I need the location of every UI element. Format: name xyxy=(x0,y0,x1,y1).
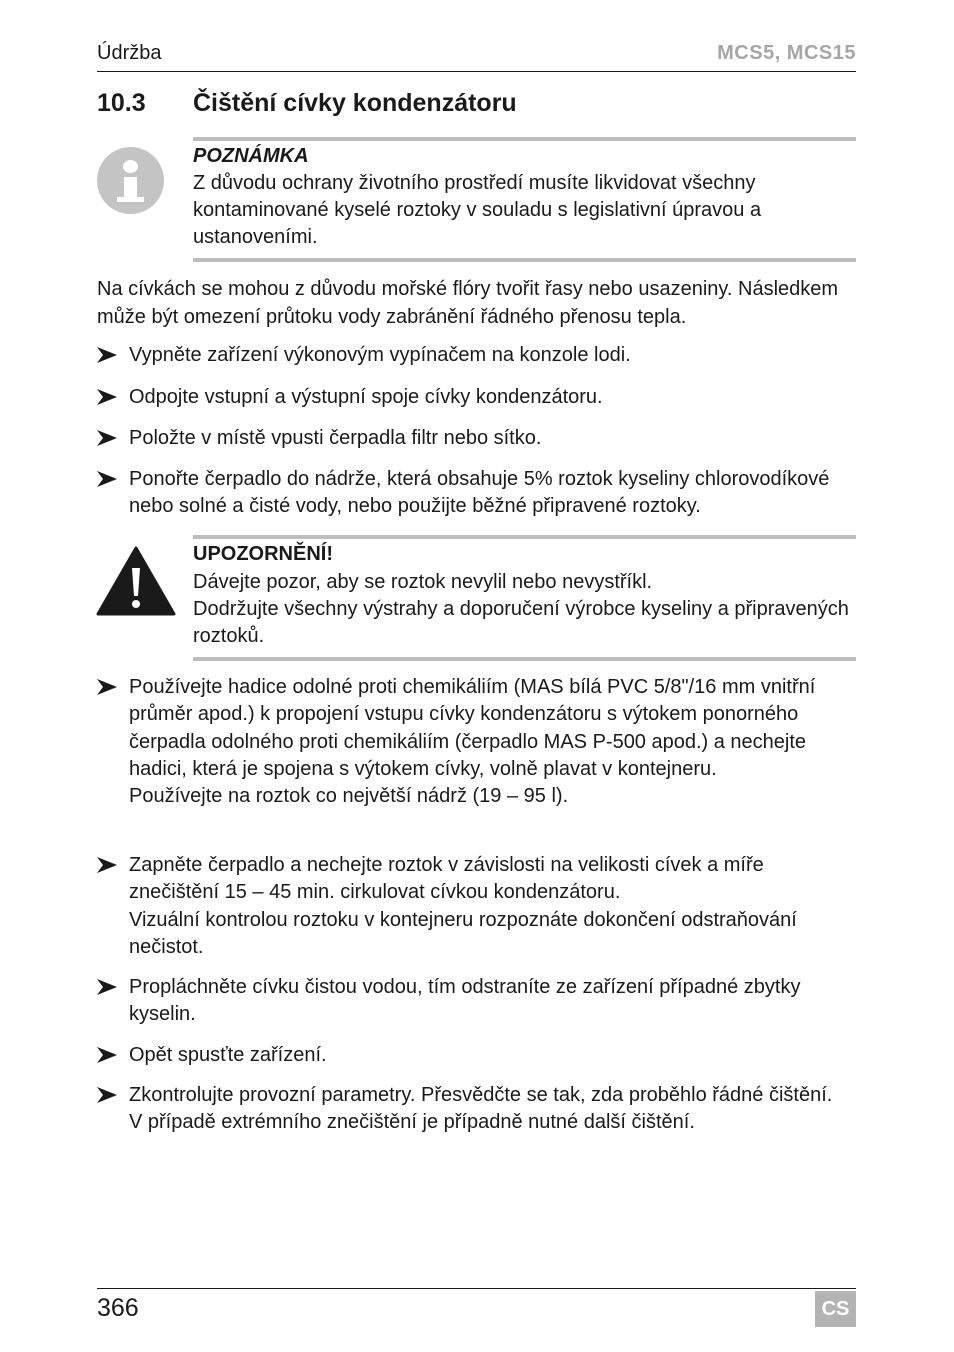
arrow-bullet-icon xyxy=(97,1045,117,1067)
arrow-bullet-icon xyxy=(97,1085,117,1107)
step-text: Opět spusťte zařízení. xyxy=(129,1044,327,1066)
arrow-bullet-icon xyxy=(97,469,117,491)
list-item xyxy=(97,342,857,369)
note-text: Z důvodu ochrany životního prostředí musíte likvidovat všechny kontaminované kyselé roztoky v souladu s legislativní úpravou a ustanoveními. xyxy=(193,172,762,248)
step-note: Používejte na roztok co největší nádrž (19 – 95 l). xyxy=(129,785,569,808)
list-item xyxy=(97,674,857,810)
list-item xyxy=(97,1042,857,1069)
step-text: Propláchněte cívku čistou vodou, tím odstraníte ze zařízení případné zbytky kyselin. xyxy=(129,976,801,1026)
header-model-label: MCS5, MCS15 xyxy=(717,42,856,64)
note-bottom-rule xyxy=(193,258,856,262)
note-title: POZNÁMKA xyxy=(193,145,309,167)
warning-title: UPOZORNĚNÍ! xyxy=(193,543,333,565)
warning-line-2: Dodržujte všechny výstrahy a doporučení výrobce kyseliny a připravených roztoků. xyxy=(193,598,849,647)
step-text: Ponořte čerpadlo do nádrže, která obsahuje 5% roztok kyseliny chlorovodíkové nebo solné a čisté vody, nebo použijte běžné připravené roztoky. xyxy=(129,468,830,518)
list-item xyxy=(97,466,857,521)
section-heading: Čištění cívky kondenzátoru xyxy=(193,89,517,117)
info-icon xyxy=(97,147,164,214)
arrow-bullet-icon xyxy=(97,977,117,999)
list-item xyxy=(97,384,857,411)
arrow-bullet-icon xyxy=(97,345,117,367)
step-text: Odpojte vstupní a výstupní spoje cívky kondenzátoru. xyxy=(129,386,603,408)
section-number: 10.3 xyxy=(97,89,146,117)
footer-divider xyxy=(97,1288,856,1289)
list-item xyxy=(97,425,857,452)
note-top-rule xyxy=(193,137,856,141)
list-item xyxy=(97,852,857,961)
step-note: Vizuální kontrolou roztoku v kontejneru rozpoznáte dokončení odstraňování nečistot. xyxy=(129,908,797,958)
list-item xyxy=(97,1082,857,1137)
step-text: Používejte hadice odolné proti chemikáliím (MAS bílá PVC 5/8"/16 mm vnitřní průměr apod.) k propojení vstupu cívky kondenzátoru s výtokem ponorného čerpadla odolného proti chemikáliím (čerpadlo MAS P-500 apod.) a nechejte hadici, která je spojena s výtokem cívky, volně plavat v kontejneru. xyxy=(129,676,816,780)
step-text: Zkontrolujte provozní parametry. Přesvědčte se tak, zda proběhlo řádné čištění. xyxy=(129,1084,833,1106)
arrow-bullet-icon xyxy=(97,677,117,699)
step-note: V případě extrémního znečištění je případně nutné další čištění. xyxy=(129,1111,695,1134)
section-title xyxy=(97,89,517,118)
step-text: Zapněte čerpadlo a nechejte roztok v závislosti na velikosti cívek a míře znečištění 15 – 45 min. cirkulovat cívkou kondenzátoru. xyxy=(129,854,764,904)
warning-top-rule xyxy=(193,535,856,539)
header-section-label: Údržba xyxy=(97,42,162,64)
page-number: 366 xyxy=(97,1294,139,1322)
header-divider xyxy=(97,71,856,72)
intro-paragraph: Na cívkách se mohou z důvodu mořské flóry tvořit řasy nebo usazeniny. Následkem může být omezení průtoku vody zabránění řádného přenosu tepla. xyxy=(97,278,839,328)
arrow-bullet-icon xyxy=(97,855,117,877)
step-text: Vypněte zařízení výkonovým vypínačem na konzole lodi. xyxy=(129,344,631,366)
arrow-bullet-icon xyxy=(97,428,117,450)
warning-triangle-icon xyxy=(96,546,176,616)
language-badge: CS xyxy=(815,1291,856,1327)
warning-line-1: Dávejte pozor, aby se roztok nevylil nebo nevystříkl. xyxy=(193,571,653,593)
warning-bottom-rule xyxy=(193,657,856,661)
arrow-bullet-icon xyxy=(97,387,117,409)
step-text: Položte v místě vpusti čerpadla filtr nebo sítko. xyxy=(129,427,542,449)
list-item xyxy=(97,974,857,1029)
